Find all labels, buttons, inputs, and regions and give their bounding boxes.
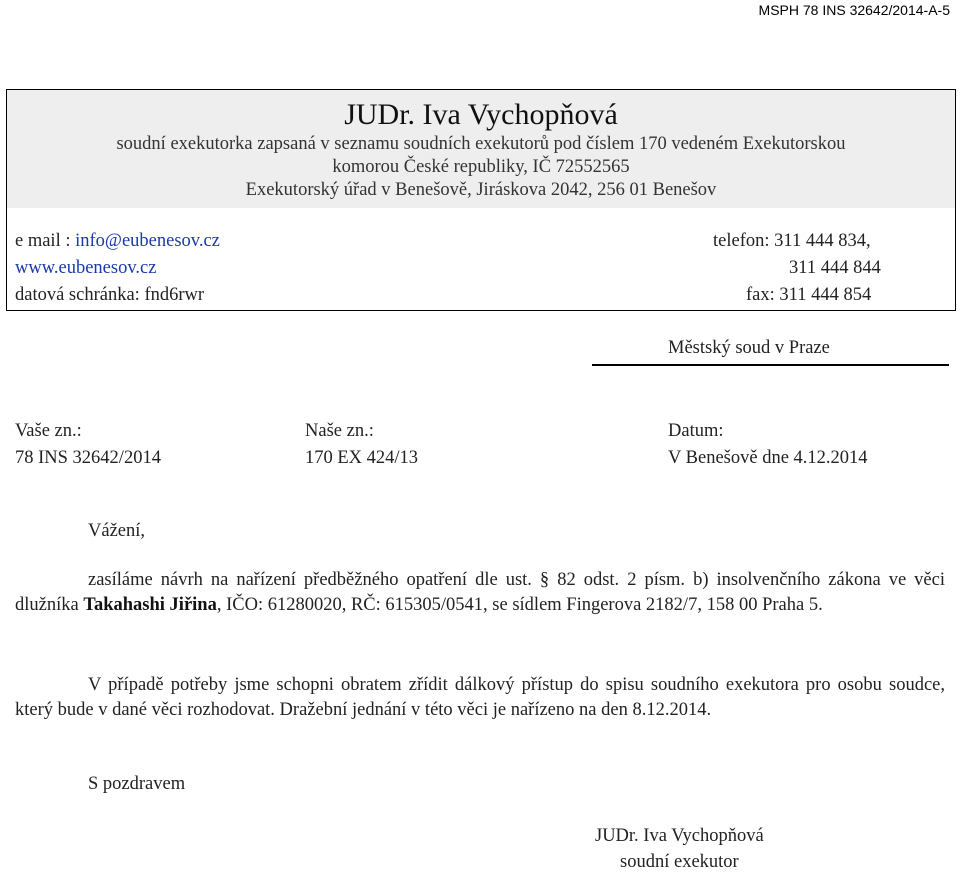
paragraph-2: V případě potřeby jsme schopni obratem zřídit dálkový přístup do spisu soudního exekutora pro osobu soudce, který bude v dané věci rozhodovat. Dražební jednání v této věci je nařízeno na den 8.12.2014.	[15, 675, 945, 720]
phone-1: telefon: 311 444 834,	[713, 231, 871, 251]
salutation: Vážení,	[88, 521, 146, 541]
signature-title: soudní exekutor	[620, 852, 739, 872]
contact-right	[713, 228, 881, 309]
letterhead-line-2: komorou České republiky, IČ 72552565	[332, 157, 630, 177]
paragraph-1	[15, 568, 945, 618]
paragraph-1-text: zasíláme návrh na nařízení předběžného opatření dle ust. § 82 odst. 2 písm. b) insolvenčního zákona ve věci dlužníka	[15, 570, 945, 615]
databox: datová schránka: fnd6rwr	[15, 285, 205, 305]
recipient-underline	[592, 364, 949, 366]
paragraph-1-text-end: , IČO: 61280020, RČ: 615305/0541, se sídlem Fingerova 2182/7, 158 00 Praha 5.	[216, 595, 823, 615]
your-ref-label: Vaše zn.:	[15, 421, 82, 441]
email-row	[15, 228, 220, 255]
your-reference	[15, 418, 161, 472]
contact-left	[15, 228, 220, 309]
signature-name: JUDr. Iva Vychopňová	[595, 826, 764, 846]
closing: S pozdravem	[88, 774, 186, 794]
your-ref-value: 78 INS 32642/2014	[15, 448, 161, 468]
date-block	[668, 418, 868, 472]
letterhead	[6, 89, 956, 311]
website-link[interactable]: www.eubenesov.cz	[15, 258, 157, 278]
signature	[595, 823, 764, 875]
document-id: MSPH 78 INS 32642/2014-A-5	[758, 2, 950, 18]
date-label: Datum:	[668, 421, 724, 441]
email-link[interactable]: info@eubenesov.cz	[75, 231, 220, 251]
our-ref-label: Naše zn.:	[305, 421, 374, 441]
debtor-name: Takahashi Jiřina	[83, 595, 217, 615]
our-reference	[305, 418, 418, 472]
recipient-court: Městský soud v Praze	[668, 338, 830, 358]
letterhead-address: Exekutorský úřad v Benešově, Jiráskova 2042, 256 01 Benešov	[245, 180, 717, 200]
fax: fax: 311 444 854	[746, 285, 872, 305]
email-label: e mail :	[15, 231, 76, 251]
executor-name: JUDr. Iva Vychopňová	[344, 98, 618, 131]
date-value: V Benešově dne 4.12.2014	[668, 448, 868, 468]
letterhead-line-1: soudní exekutorka zapsaná v seznamu soudních exekutorů pod číslem 170 vedeném Exekutorskou	[116, 134, 846, 154]
our-ref-value: 170 EX 424/13	[305, 448, 419, 468]
phone-2: 311 444 844	[789, 258, 881, 278]
letterhead-header	[7, 90, 955, 208]
